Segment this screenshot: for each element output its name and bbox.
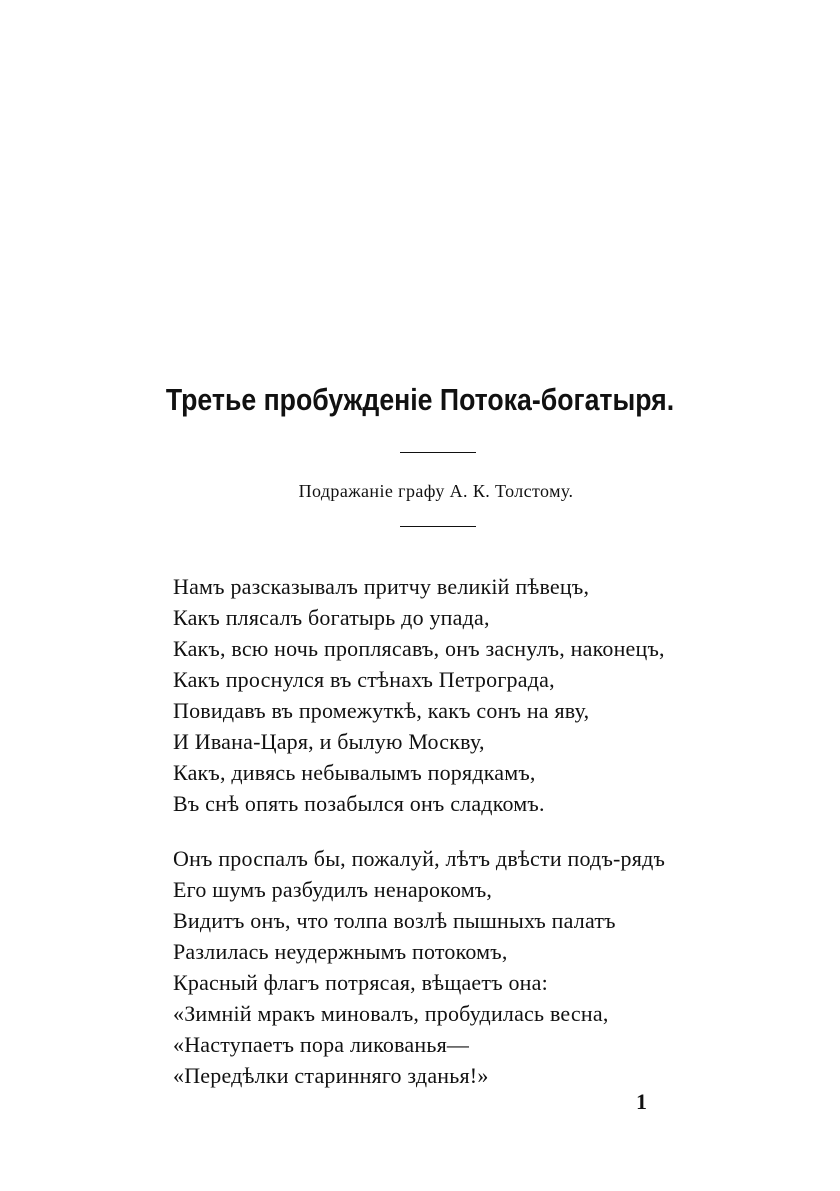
verse-line: Какъ, всю ночь проплясавъ, онъ заснулъ, наконецъ, [173, 636, 665, 661]
verse-line: Красный флагъ потрясая, вѣщаетъ она: [173, 970, 548, 995]
verse-line: «Зимній мракъ миновалъ, пробудилась весна, [173, 1001, 609, 1026]
page-number: 1 [636, 1089, 647, 1114]
title-divider-bottom [400, 526, 476, 527]
verse-line: Онъ проспалъ бы, пожалуй, лѣтъ двѣсти подъ-рядъ [173, 846, 666, 871]
stanza-1 [173, 571, 665, 819]
poem-title: Третье пробужденіе Потока-богатыря. [165, 382, 675, 417]
stanza-2 [173, 843, 665, 1091]
verse-line: «Передѣлки старинняго зданья!» [173, 1063, 489, 1088]
verse-line: Какъ проснулся въ стѣнахъ Петрограда, [173, 667, 555, 692]
title-divider-top [400, 452, 476, 453]
verse-line: Разлилась неудержнымъ потокомъ, [173, 939, 508, 964]
verse-line: Въ снѣ опять позабылся онъ сладкомъ. [173, 791, 545, 816]
verse-line: Видитъ онъ, что толпа возлѣ пышныхъ палатъ [173, 908, 616, 933]
verse-line: Повидавъ въ промежуткѣ, какъ сонъ на яву, [173, 698, 590, 723]
verse-line: И Ивана-Царя, и былую Москву, [173, 729, 485, 754]
verse-line: Намъ разсказывалъ притчу великій пѣвецъ, [173, 574, 590, 599]
verse-line: Его шумъ разбудилъ ненарокомъ, [173, 877, 493, 902]
verse-line: «Наступаетъ пора ликованья— [173, 1032, 470, 1057]
verse-line: Какъ плясалъ богатырь до упада, [173, 605, 490, 630]
verse-line: Какъ, дивясь небывалымъ порядкамъ, [173, 760, 536, 785]
poem-subtitle: Подражаніе графу А. К. Толстому. [298, 481, 574, 501]
